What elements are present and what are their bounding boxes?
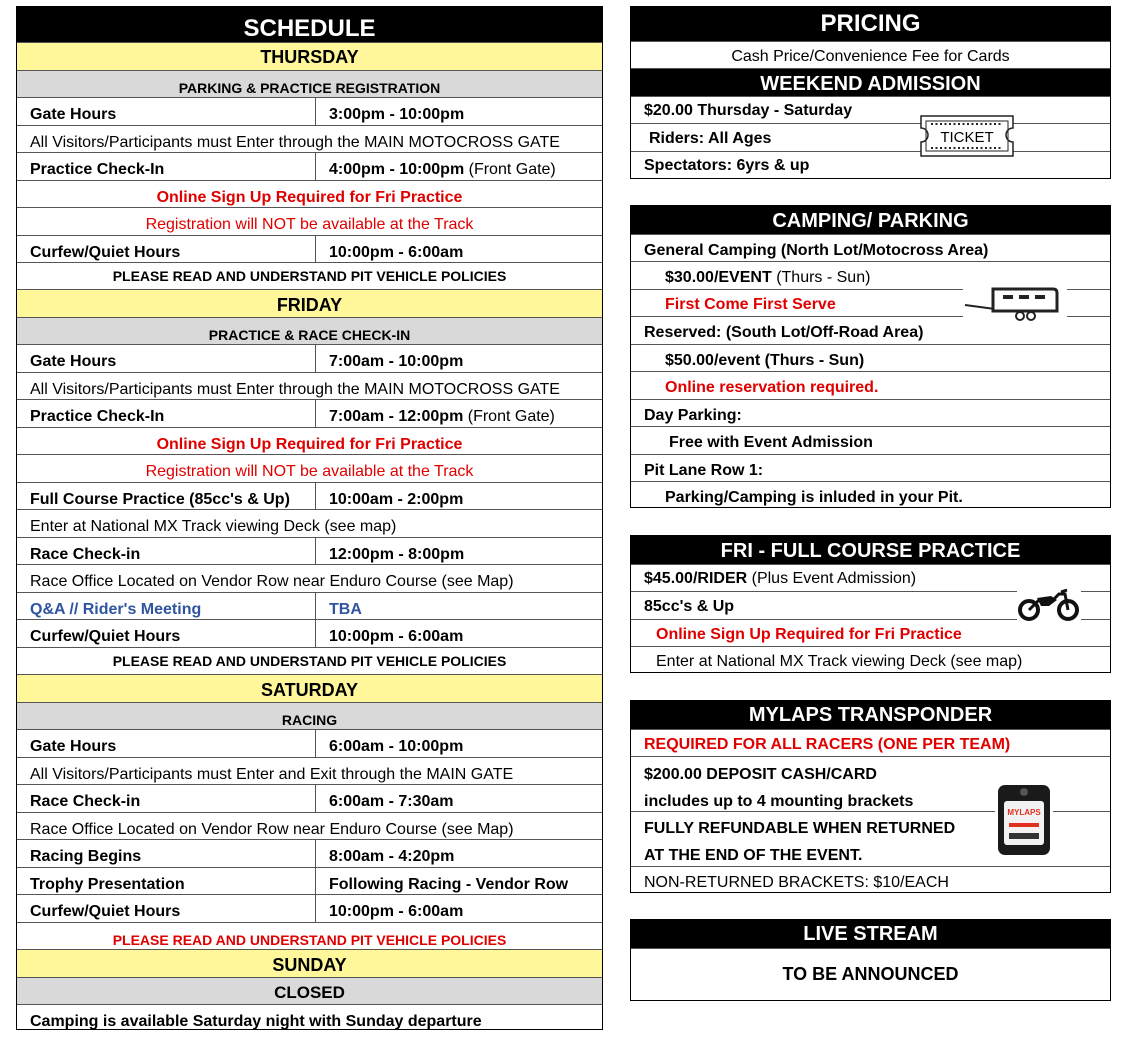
friday-heading: FRIDAY — [17, 289, 602, 317]
schedule-title: SCHEDULE — [17, 7, 602, 42]
transponder-non-returned: NON-RETURNED BRACKETS: $10/EACH — [631, 866, 1110, 893]
curfew-value: 10:00pm - 6:00am — [329, 628, 464, 645]
admission-riders: Riders: All Ages — [631, 123, 1110, 151]
gate-hours-value: 6:00am - 10:00pm — [329, 738, 464, 755]
thursday-curfew-row — [17, 235, 602, 262]
practice-price: $45.00/RIDER — [644, 570, 748, 587]
friday-registration-note: Registration will NOT be available at the Track — [17, 454, 602, 482]
fullcourse-label: Full Course Practice (85cc's & Up) — [17, 483, 316, 509]
practice-checkin-time: 4:00pm - 10:00pm — [329, 161, 465, 178]
admission-price: $20.00 Thursday - Saturday — [631, 96, 1110, 123]
race-checkin-label: Race Check-in — [17, 785, 316, 812]
reserved-camping: Reserved: (South Lot/Off-Road Area) — [631, 316, 1110, 344]
practice-checkin-value — [316, 153, 602, 180]
friday-visitors-note: All Visitors/Participants must Enter through the MAIN MOTOCROSS GATE — [17, 372, 602, 399]
gate-hours-value: 7:00am - 10:00pm — [329, 353, 464, 370]
gate-hours-value: 3:00pm - 10:00pm — [329, 106, 465, 123]
friday-deck-note: Enter at National MX Track viewing Deck (see map) — [17, 509, 602, 537]
pricing-panel — [630, 6, 1111, 179]
general-camping-price: $30.00/EVENT — [665, 269, 772, 286]
saturday-race-checkin-row — [17, 784, 602, 812]
saturday-policy: PLEASE READ AND UNDERSTAND PIT VEHICLE POLICIES — [17, 922, 602, 949]
transponder-required: REQUIRED FOR ALL RACERS (ONE PER TEAM) — [631, 729, 1110, 756]
friday-online-signup: Online Sign Up Required for Fri Practice — [17, 427, 602, 454]
friday-qa-row — [17, 592, 602, 619]
trophy-label: Trophy Presentation — [17, 868, 316, 894]
transponder-refund-1: FULLY REFUNDABLE WHEN RETURNED — [631, 811, 1110, 839]
fullcourse-value: 10:00am - 2:00pm — [329, 491, 464, 508]
transponder-title: MYLAPS TRANSPONDER — [631, 701, 1110, 729]
device-brand: MYLAPS — [1007, 808, 1041, 817]
practice-checkin-label: Practice Check-In — [17, 153, 316, 180]
practice-checkin-suffix: (Front Gate) — [468, 161, 556, 178]
gate-hours-label: Gate Hours — [17, 98, 316, 125]
camper-trailer-icon — [963, 281, 1067, 325]
livestream-title: LIVE STREAM — [631, 920, 1110, 948]
general-camping: General Camping (North Lot/Motocross Area) — [631, 234, 1110, 261]
curfew-label: Curfew/Quiet Hours — [17, 236, 316, 262]
sunday-camping-note: Camping is available Saturday night with Sunday departure — [17, 1004, 602, 1031]
dirt-bike-icon — [1017, 586, 1081, 622]
saturday-section: RACING — [17, 702, 602, 729]
ticket-icon — [917, 114, 1017, 158]
thursday-policy: PLEASE READ AND UNDERSTAND PIT VEHICLE POLICIES — [17, 262, 602, 289]
general-camping-days: (Thurs - Sun) — [776, 269, 871, 286]
transponder-brackets: includes up to 4 mounting brackets — [644, 793, 914, 810]
friday-policy: PLEASE READ AND UNDERSTAND PIT VEHICLE POLICIES — [17, 647, 602, 674]
camping-panel — [630, 205, 1111, 508]
practice-deck-note: Enter at National MX Track viewing Deck (see map) — [631, 646, 1110, 673]
friday-checkin-row — [17, 399, 602, 427]
saturday-heading: SATURDAY — [17, 674, 602, 702]
livestream-status: TO BE ANNOUNCED — [631, 948, 1110, 1001]
trophy-value: Following Racing - Vendor Row — [329, 876, 569, 893]
gate-hours-label: Gate Hours — [17, 730, 316, 757]
transponder-panel — [630, 700, 1111, 893]
saturday-curfew-row — [17, 894, 602, 922]
friday-section: PRACTICE & RACE CHECK-IN — [17, 317, 602, 344]
practice-checkin-time: 7:00am - 12:00pm — [329, 408, 464, 425]
thursday-registration-note: Registration will NOT be available at the Track — [17, 207, 602, 235]
transponder-deposit: $200.00 DEPOSIT CASH/CARD — [631, 756, 1110, 784]
practice-panel — [630, 535, 1111, 673]
day-parking: Day Parking: — [631, 399, 1110, 426]
saturday-trophy-row — [17, 867, 602, 894]
racing-begins-label: Racing Begins — [17, 840, 316, 867]
thursday-heading: THURSDAY — [17, 42, 602, 70]
qa-value: TBA — [329, 601, 362, 618]
saturday-visitors-note: All Visitors/Participants must Enter and Exit through the MAIN GATE — [17, 757, 602, 784]
first-come-first-serve: First Come First Serve — [631, 289, 1110, 316]
saturday-gate-row — [17, 729, 602, 757]
curfew-value: 10:00pm - 6:00am — [329, 903, 464, 920]
thursday-visitors-note: All Visitors/Participants must Enter through the MAIN MOTOCROSS GATE — [17, 125, 602, 152]
practice-checkin-label: Practice Check-In — [17, 400, 316, 427]
race-checkin-label: Race Check-in — [17, 538, 316, 564]
livestream-panel — [630, 919, 1111, 1001]
practice-checkin-value — [316, 400, 602, 427]
admission-spectators: Spectators: 6yrs & up — [631, 151, 1110, 178]
thursday-section: PARKING & PRACTICE REGISTRATION — [17, 70, 602, 97]
sunday-section: CLOSED — [17, 977, 602, 1004]
thursday-gate-row — [17, 97, 602, 125]
race-checkin-value: 12:00pm - 8:00pm — [329, 546, 465, 563]
thursday-checkin-row — [17, 152, 602, 180]
racing-begins-value: 8:00am - 4:20pm — [329, 848, 455, 865]
practice-checkin-suffix: (Front Gate) — [467, 408, 555, 425]
friday-fullcourse-row — [17, 482, 602, 509]
qa-label: Q&A // Rider's Meeting — [17, 593, 316, 619]
saturday-racing-row — [17, 839, 602, 867]
reserved-camping-price: $50.00/event (Thurs - Sun) — [631, 344, 1110, 371]
reserved-camping-note: Online reservation required. — [631, 371, 1110, 399]
pit-lane-note: Parking/Camping is inluded in your Pit. — [631, 481, 1110, 508]
friday-gate-row — [17, 344, 602, 372]
pricing-subtitle: Cash Price/Convenience Fee for Cards — [631, 41, 1110, 68]
transponder-refund-2: AT THE END OF THE EVENT. — [644, 847, 863, 864]
schedule-panel — [16, 6, 603, 1030]
practice-online-signup: Online Sign Up Required for Fri Practice — [631, 619, 1110, 646]
pricing-title: PRICING — [631, 7, 1110, 41]
thursday-online-signup: Online Sign Up Required for Fri Practice — [17, 180, 602, 207]
friday-race-checkin-row — [17, 537, 602, 564]
camping-title: CAMPING/ PARKING — [631, 206, 1110, 234]
pit-lane-row: Pit Lane Row 1: — [631, 454, 1110, 481]
weekend-admission-title: WEEKEND ADMISSION — [631, 68, 1110, 96]
race-checkin-value: 6:00am - 7:30am — [329, 793, 454, 810]
practice-price-suffix: (Plus Event Admission) — [751, 570, 917, 587]
curfew-value: 10:00pm - 6:00am — [329, 244, 464, 261]
curfew-label: Curfew/Quiet Hours — [17, 620, 316, 647]
day-parking-note: Free with Event Admission — [631, 426, 1110, 454]
curfew-label: Curfew/Quiet Hours — [17, 895, 316, 922]
gate-hours-label: Gate Hours — [17, 345, 316, 372]
transponder-device-icon — [995, 783, 1053, 857]
sunday-heading: SUNDAY — [17, 949, 602, 977]
practice-title: FRI - FULL COURSE PRACTICE — [631, 536, 1110, 564]
ticket-text: TICKET — [940, 129, 994, 146]
practice-class: 85cc's & Up — [631, 591, 1110, 619]
friday-curfew-row — [17, 619, 602, 647]
friday-race-office-note: Race Office Located on Vendor Row near Enduro Course (see Map) — [17, 564, 602, 592]
saturday-race-office-note: Race Office Located on Vendor Row near Enduro Course (see Map) — [17, 812, 602, 839]
